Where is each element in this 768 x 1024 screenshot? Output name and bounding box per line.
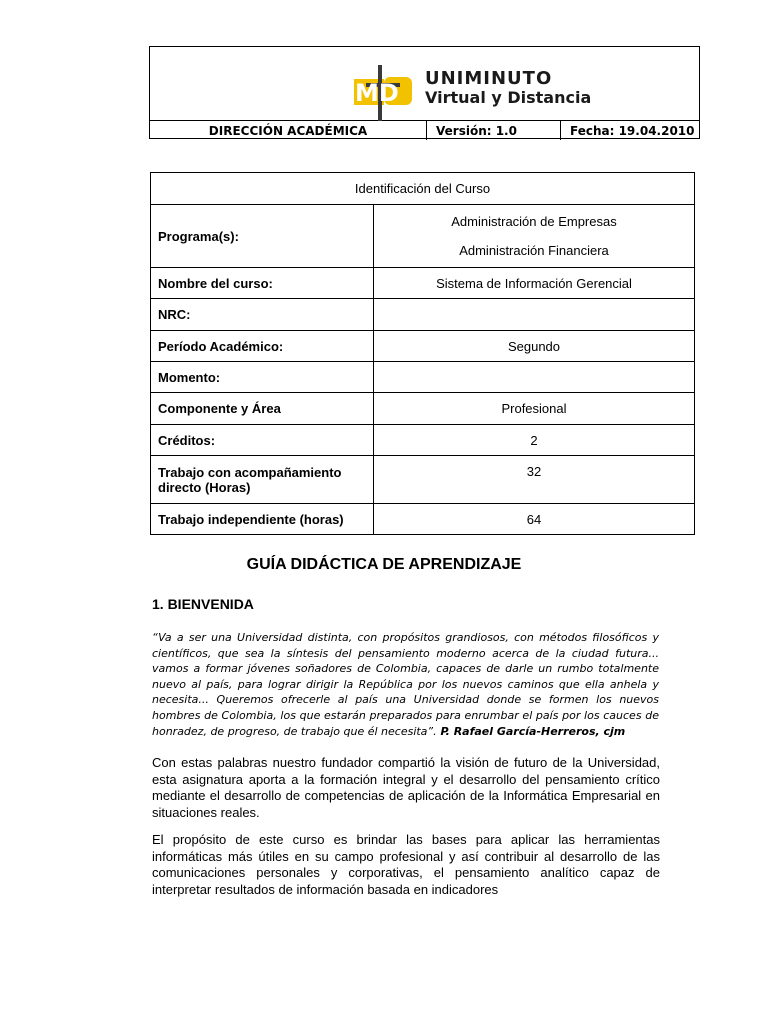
row-label-creditos: Créditos:	[151, 425, 374, 456]
row-value-nombre: Sistema de Información Gerencial	[374, 268, 695, 299]
quote-text: “Va a ser una Universidad distinta, con propósitos grandiosos, con métodos filosóficos y científicos, que sea la síntesis del pensamiento moderno acerca de la ciudad futura... vamos a formar jóvenes soñadores de Colombia, capaces de darle un rumbo totalmente nuevo al país, para lograr dirigir la República por los nuevos caminos que ella anhela y necesita... Queremos ofrecerle al país una Universidad donde se formen los nuevos hombres de Colombia, los que estarán preparados para enrumbar el país por los cauces de honradez, de progreso, de trabajo que él necesita”.	[152, 631, 659, 738]
logo-letters: MD	[355, 79, 399, 107]
document-header	[149, 46, 700, 139]
row-value-trabajo-independiente: 64	[374, 504, 695, 535]
version-label: Versión: 1.0	[427, 121, 561, 140]
paragraph-1: Con estas palabras nuestro fundador compartió la visión de futuro de la Universidad, esta asignatura aporta a la formación integral y el desarrollo del pensamiento crítico mediante el desarrollo de competencias de aplicación de la Informática Empresarial en situaciones reales.	[152, 755, 660, 820]
fecha-label: Fecha: 19.04.2010	[570, 123, 695, 138]
programa-2: Administración Financiera	[459, 243, 609, 258]
row-label-momento: Momento:	[151, 362, 374, 393]
row-value-componente: Profesional	[374, 393, 695, 425]
paragraph-2: El propósito de este curso es brindar las bases para aplicar las herramientas informáticas más útiles en su campo profesional y así contribuir al desarrollo de las comunicaciones personales y corporativas, el pensamiento analítico capaz de interpretar resultados de información basada en indicadores	[152, 832, 660, 897]
logo-row	[150, 47, 699, 121]
founder-quote	[152, 630, 659, 739]
table-title: Identificación del Curso	[151, 173, 695, 205]
row-value-nrc	[374, 299, 695, 331]
row-value-creditos: 2	[374, 425, 695, 456]
row-label-nombre: Nombre del curso:	[151, 268, 374, 299]
row-value-momento	[374, 362, 695, 393]
programa-1: Administración de Empresas	[451, 214, 617, 229]
brand-name: UNIMINUTO	[425, 68, 553, 89]
guide-title: GUÍA DIDÁCTICA DE APRENDIZAJE	[246, 556, 522, 573]
row-value-periodo: Segundo	[374, 331, 695, 362]
row-value-trabajo-directo: 32	[374, 456, 695, 504]
brand	[425, 69, 591, 107]
row-label-periodo: Período Académico:	[151, 331, 374, 362]
row-label-programas: Programa(s):	[151, 205, 374, 268]
uniminuto-logo-icon	[350, 63, 420, 123]
row-value-programas	[374, 205, 695, 268]
brand-subtitle: Virtual y Distancia	[425, 88, 592, 107]
meta-row	[150, 121, 699, 140]
row-label-trabajo-directo: Trabajo con acompañamiento directo (Horas)	[151, 456, 374, 504]
direccion-academica: DIRECCIÓN ACADÉMICA	[150, 121, 427, 140]
row-label-nrc: NRC:	[151, 299, 374, 331]
section-heading: 1. BIENVENIDA	[152, 596, 254, 612]
course-identification-table	[150, 172, 695, 535]
row-label-componente: Componente y Área	[151, 393, 374, 425]
quote-author: P. Rafael García-Herreros, cjm	[436, 724, 626, 738]
row-label-trabajo-independiente: Trabajo independiente (horas)	[151, 504, 374, 535]
